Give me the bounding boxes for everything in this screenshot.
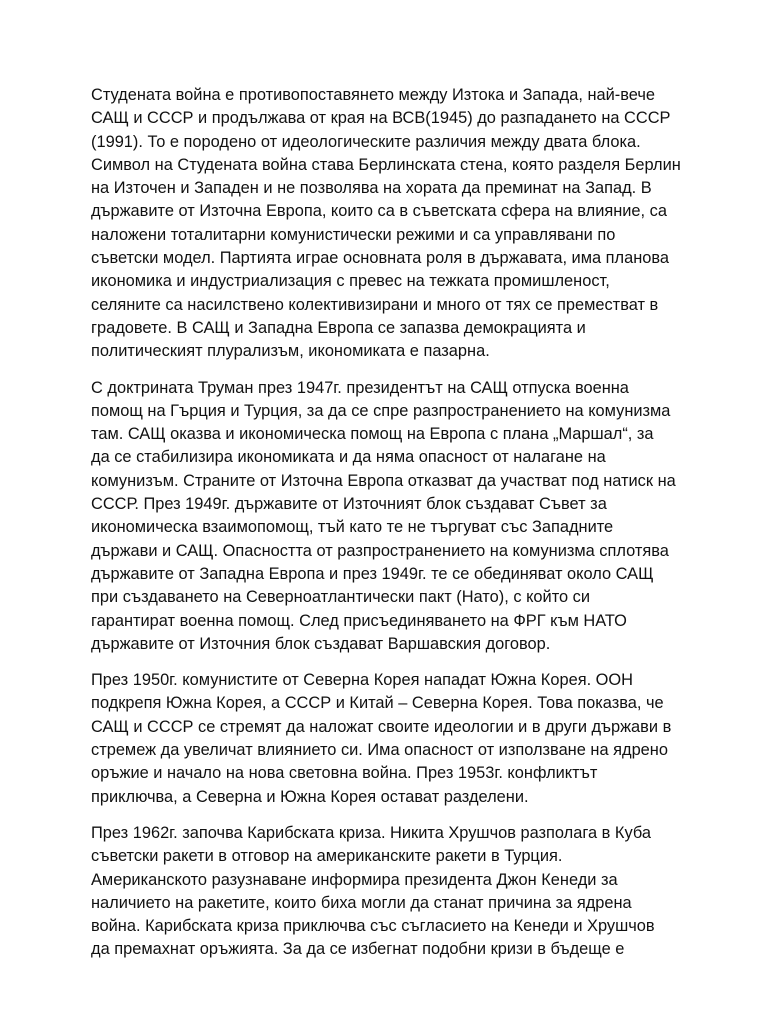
paragraph-korean-war: През 1950г. комунистите от Северна Корея нападат Южна Корея. ООН подкрепя Южна Корея, а СССР и Китай – Северна Корея. Това показва, че САЩ и СССР се стремят да наложат своите идеологии и в други държави в стремеж да увеличат влиянието си. Има опасност от използване на ядрено оръжие и начало на нова световна война. През 1953г. конфликтът приключва, а Северна и Южна Корея остават разделени. [91, 671, 672, 806]
paragraph-cuban-crisis: През 1962г. започва Карибската криза. Никита Хрушчов разполага в Куба съветски ракети в отговор на американските ракети в Турция. Американското разузнаване информира президента Джон Кенеди за наличието на ракетите, които биха могли да станат причина за ядрена война. Карибската криза приключва със съгласието на Кенеди и Хрушчов да премахнат оръжията. За да се избегнат подобни кризи в бъдеще е [91, 823, 655, 959]
paragraph-cold-war-intro: Студената война е противопоставянето между Изтока и Запада, най-вече САЩ и СССР и продължава от края на ВСВ(1945) до разпадането на СССР (1991). То е породено от идеологическите различия между двата блока. Символ на Студената война става Берлинската стена, която разделя Берлин на Източен и Западен и не позволява на хората да преминат на Запад. В държавите от Източна Европа, които са в съветската сфера на влияние, са наложени тоталитарни комунистически режими и са управлявани по съветски модел. Партията играе основната роля в държавата, има планова икономика и индустриализация с превес на тежката промишленост, селяните са насилствено колективизирани и много от тях се преместват в градовете. В САЩ и Западна Европа се запазва демокрацията и политическият плурализъм, икономиката е пазарна. [91, 86, 681, 361]
paragraph-truman-doctrine: С доктрината Труман през 1947г. президентът на САЩ отпуска военна помощ на Гърция и Турция, за да се спре разпространението на комунизма там. САЩ оказва и икономическа помощ на Европа с плана „Маршал“, за да се стабилизира икономиката и да няма опасност от налагане на комунизъм. Страните от Източна Европа отказват да участват под натиск на СССР. През 1949г. държавите от Източният блок създават Съвет за икономическа взаимопомощ, тъй като те не търгуват със Западните държави и САЩ. Опасността от разпространението на комунизма сплотява държавите от Западна Европа и през 1949г. те се обединяват около САЩ при създаването на Северноатлантически пакт (Нато), с който си гарантират военна помощ. След присъединяването на ФРГ към НАТО държавите от Източния блок създават Варшавския договор. [91, 378, 676, 653]
document-body [91, 84, 683, 975]
